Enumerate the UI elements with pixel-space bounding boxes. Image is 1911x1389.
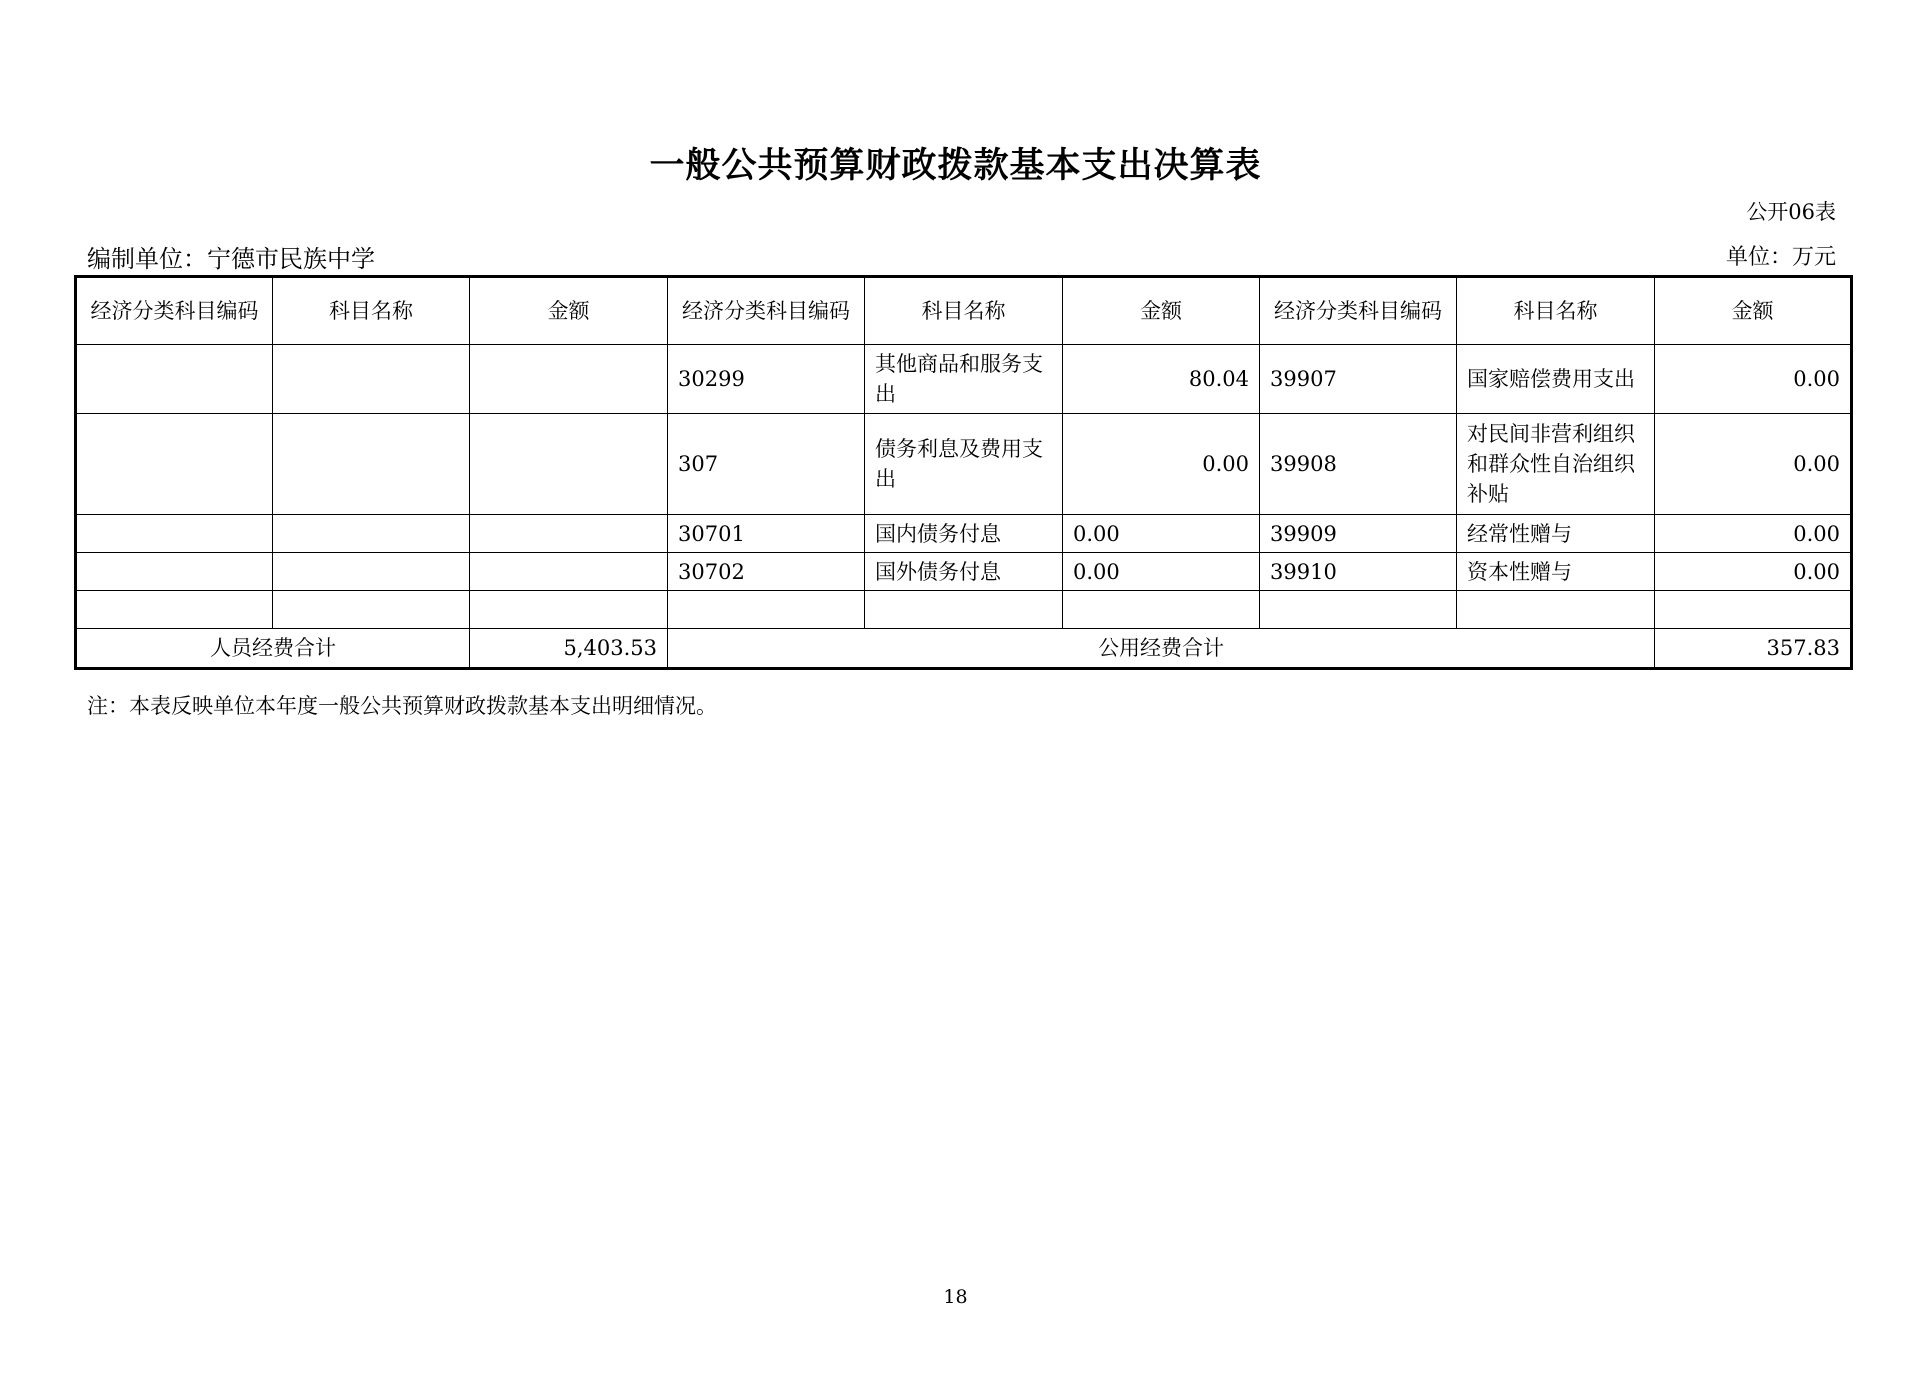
table-cell: 39908 bbox=[1260, 414, 1457, 515]
table-cell bbox=[470, 345, 668, 414]
table-cell: 0.00 bbox=[1655, 553, 1852, 591]
table-cell: 39907 bbox=[1260, 345, 1457, 414]
table-cell: 307 bbox=[668, 414, 865, 515]
table-row bbox=[76, 414, 1852, 515]
table-cell bbox=[273, 591, 470, 629]
table-cell: 0.00 bbox=[1655, 515, 1852, 553]
header-cell: 科目名称 bbox=[1457, 277, 1655, 345]
table-cell bbox=[273, 515, 470, 553]
public-total-label: 公用经费合计 bbox=[668, 629, 1655, 669]
table-cell bbox=[273, 345, 470, 414]
table-cell: 国外债务付息 bbox=[865, 553, 1063, 591]
header-cell: 金额 bbox=[1655, 277, 1852, 345]
header-cell: 经济分类科目编码 bbox=[76, 277, 273, 345]
table-cell: 国家赔偿费用支出 bbox=[1457, 345, 1655, 414]
page-number: 18 bbox=[943, 1286, 968, 1308]
table-cell bbox=[76, 591, 273, 629]
header-cell: 科目名称 bbox=[865, 277, 1063, 345]
table-cell bbox=[1063, 591, 1260, 629]
table-cell bbox=[273, 414, 470, 515]
table-cell: 其他商品和服务支出 bbox=[865, 345, 1063, 414]
budget-table bbox=[74, 275, 1853, 670]
header-cell: 金额 bbox=[470, 277, 668, 345]
header-cell: 经济分类科目编码 bbox=[1260, 277, 1457, 345]
table-cell: 0.00 bbox=[1655, 345, 1852, 414]
table-row bbox=[76, 515, 1852, 553]
header-cell: 金额 bbox=[1063, 277, 1260, 345]
table-cell: 资本性赠与 bbox=[1457, 553, 1655, 591]
table-note: 注：本表反映单位本年度一般公共预算财政拨款基本支出明细情况。 bbox=[87, 694, 717, 718]
table-cell: 0.00 bbox=[1655, 414, 1852, 515]
totals-row bbox=[76, 629, 1852, 669]
table-row bbox=[76, 591, 1852, 629]
table-cell bbox=[865, 591, 1063, 629]
table-cell bbox=[1260, 591, 1457, 629]
table-cell: 30702 bbox=[668, 553, 865, 591]
table-cell bbox=[76, 553, 273, 591]
table-cell: 0.00 bbox=[1063, 515, 1260, 553]
unit-of-measure: 单位：万元 bbox=[1725, 245, 1836, 270]
table-row bbox=[76, 345, 1852, 414]
table-cell bbox=[470, 591, 668, 629]
table-cell: 30299 bbox=[668, 345, 865, 414]
table-cell: 对民间非营利组织和群众性自治组织补贴 bbox=[1457, 414, 1655, 515]
page-title: 一般公共预算财政拨款基本支出决算表 bbox=[649, 146, 1262, 186]
table-cell bbox=[76, 345, 273, 414]
table-cell bbox=[470, 553, 668, 591]
table-cell bbox=[273, 553, 470, 591]
table-header-row bbox=[76, 277, 1852, 345]
header-cell: 科目名称 bbox=[273, 277, 470, 345]
table-cell: 0.00 bbox=[1063, 553, 1260, 591]
table-cell bbox=[76, 414, 273, 515]
public-total-value: 357.83 bbox=[1655, 629, 1852, 669]
header-cell: 经济分类科目编码 bbox=[668, 277, 865, 345]
form-code: 公开06表 bbox=[1746, 200, 1836, 224]
table-cell: 39909 bbox=[1260, 515, 1457, 553]
personnel-total-label: 人员经费合计 bbox=[76, 629, 470, 669]
table-cell bbox=[470, 414, 668, 515]
table-cell: 0.00 bbox=[1063, 414, 1260, 515]
table-cell bbox=[470, 515, 668, 553]
table-cell: 经常性赠与 bbox=[1457, 515, 1655, 553]
table-cell bbox=[1655, 591, 1852, 629]
table-cell bbox=[76, 515, 273, 553]
table-cell: 39910 bbox=[1260, 553, 1457, 591]
table-cell bbox=[1457, 591, 1655, 629]
table-row bbox=[76, 553, 1852, 591]
table-cell: 30701 bbox=[668, 515, 865, 553]
table-cell: 80.04 bbox=[1063, 345, 1260, 414]
compiling-unit: 编制单位：宁德市民族中学 bbox=[87, 245, 375, 273]
table-cell: 债务利息及费用支出 bbox=[865, 414, 1063, 515]
personnel-total-value: 5,403.53 bbox=[470, 629, 668, 669]
table-cell: 国内债务付息 bbox=[865, 515, 1063, 553]
table-cell bbox=[668, 591, 865, 629]
